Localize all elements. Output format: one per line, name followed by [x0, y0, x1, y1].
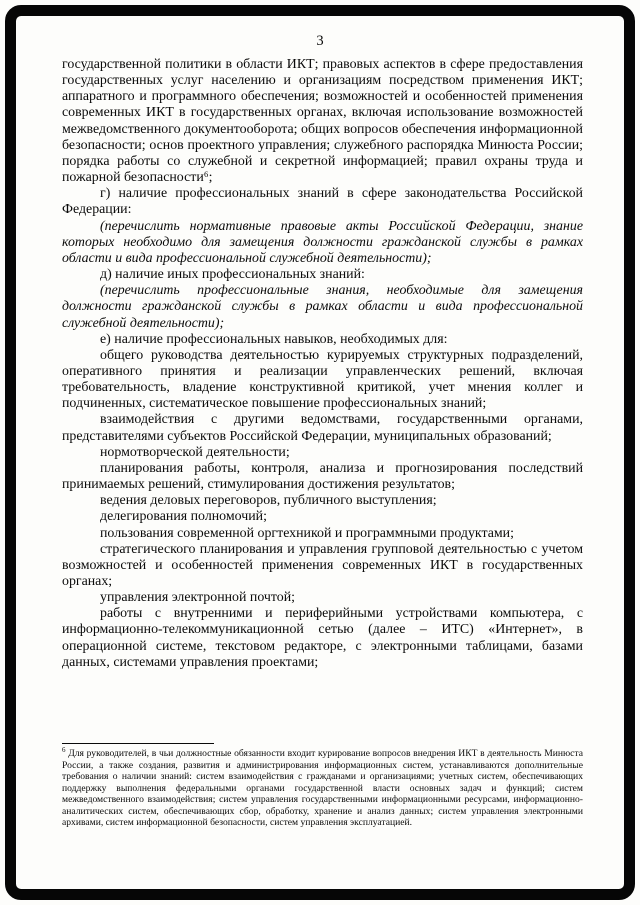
paragraph-item-g: г) наличие профессиональных знаний в сфере законодательства Российской Федерации:	[62, 186, 583, 218]
paragraph-skill: работы с внутренними и периферийными устройствами компьютера, с информационно-телекоммуникационной сетью (далее – ИТС) «Интернет», в операционной системе, текстовом редакторе, с электронными таблицами, базами данных, системами управления проектами;	[62, 606, 583, 670]
paragraph-skill: стратегического планирования и управления групповой деятельностью с учетом возможностей и особенностей применения современных ИКТ в государственных органах;	[62, 541, 583, 589]
page-number: 3	[316, 33, 324, 49]
paragraph-skill: управления электронной почтой;	[100, 590, 296, 606]
document-body	[62, 57, 583, 671]
paragraph-instruction-italic: (перечислить нормативные правовые акты Российской Федерации, знание которых необходимо для замещения должности гражданской службы в рамках области и вида профессиональной служебной деятельности);	[62, 218, 583, 266]
footnote-text	[62, 745, 583, 829]
paragraph-continuation: государственной политики в области ИКТ; правовых аспектов в сфере предоставления государственных услуг населению и организациям посредством применения ИКТ; аппаратного и программного обеспечения; возможностей и особенностей применения современных ИКТ в государственных органах, включая использование возможностей межведомственного документооборота; общих вопросов обеспечения информационной безопасности; основ проектного управления; служебного распорядка Минюста России; порядка работы со служебной и секретной информацией; правил охраны труда и пожарной безопасности⁶;	[62, 57, 583, 186]
paragraph-item-d: д) наличие иных профессиональных знаний:	[100, 267, 365, 283]
paragraph-skill: пользования современной оргтехникой и программными продуктами;	[100, 525, 514, 541]
footnote-marker: 6	[62, 745, 66, 754]
paragraph-skill: ведения деловых переговоров, публичного выступления;	[100, 493, 437, 509]
paragraph-skill: общего руководства деятельностью курируемых структурных подразделений, оперативного принятия и реализации управленческих решений, включая требовательность, владение конструктивной критикой, учет мнения коллег и подчиненных, систематическое повышение профессиональных знаний;	[62, 347, 583, 412]
paragraph-instruction-italic: (перечислить профессиональные знания, необходимые для замещения должности гражданской службы в рамках области и вида профессиональной служебной деятельности);	[62, 283, 583, 331]
paragraph-skill: нормотворческой деятельности;	[100, 444, 290, 460]
paragraph-skill: взаимодействия с другими ведомствами, государственными органами, представителями субъектов Российской Федерации, муниципальных образований;	[62, 412, 583, 444]
footnote-separator	[62, 743, 214, 744]
paragraph-skill: планирования работы, контроля, анализа и прогнозирования последствий принимаемых решений, стимулирования достижения результатов;	[62, 460, 583, 493]
paragraph-skill: делегирования полномочий;	[100, 509, 267, 525]
paragraph-item-e: е) наличие профессиональных навыков, необходимых для:	[100, 331, 448, 347]
footnote-body: Для руководителей, в чьи должностные обязанности входит курирование вопросов внедрения ИКТ в деятельность Минюста России, а также создания, развития и администрирования информационных систем, устанавливаются дополнительные требования о наличии знаний: систем взаимодействия с гражданами и организациями; учетных систем, обеспечивающих поддержку выполнения федеральными органами государственной власти основных задач и функций; систем межведомственного взаимодействия; систем управления государственными информационными ресурсами, информационно-аналитических систем, обеспечивающих сбор, обработку, хранение и анализ данных; систем управления электронными архивами, систем информационной безопасности, систем управления эксплуатацией.	[62, 748, 583, 829]
footnote-section	[62, 743, 583, 829]
